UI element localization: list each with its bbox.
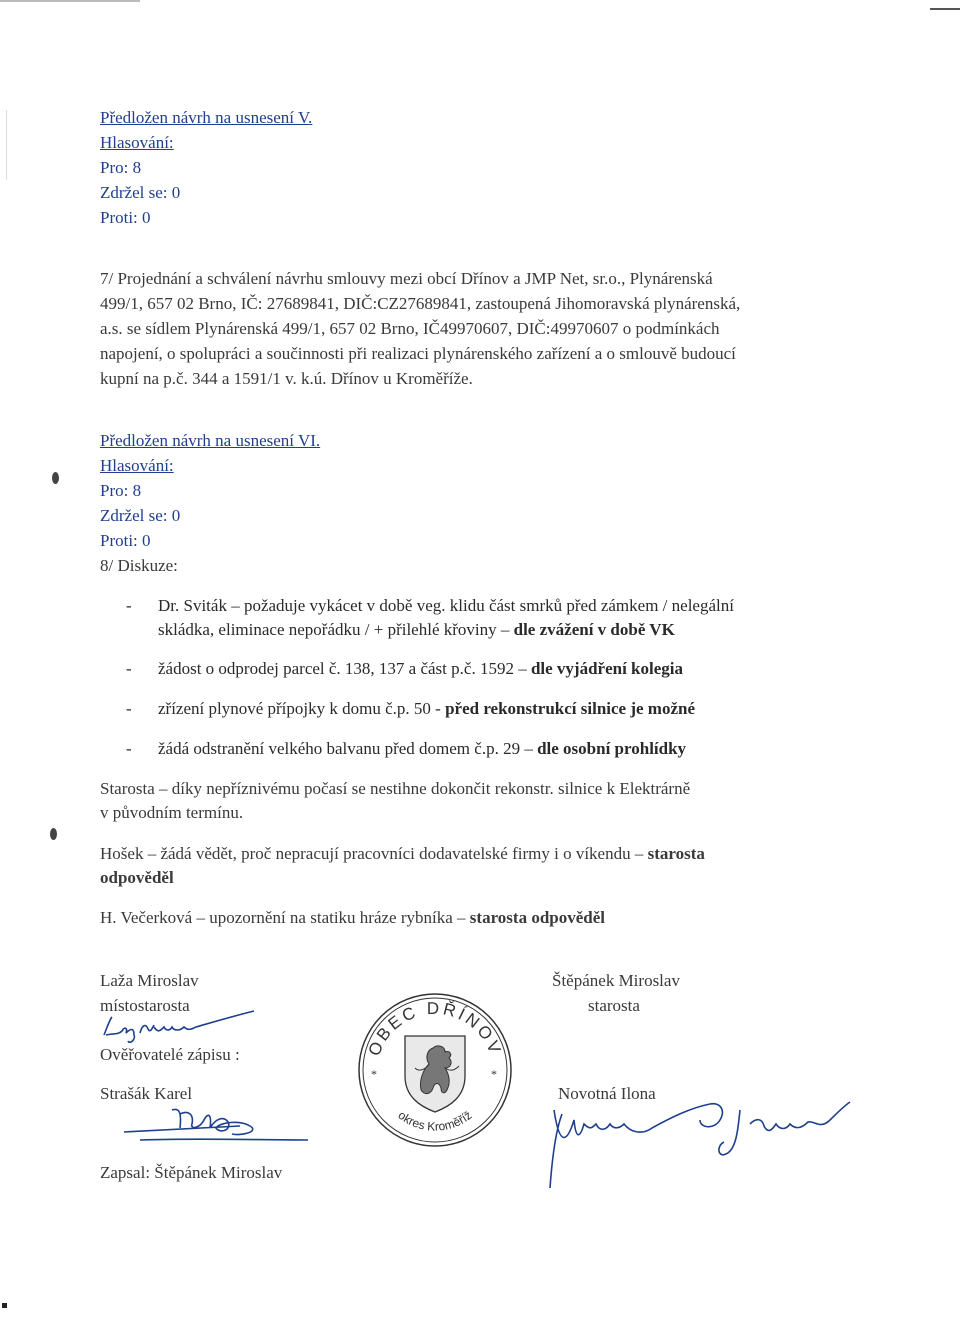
vote-vi-heading: Předložen návrh na usnesení VI.	[100, 431, 321, 450]
coat-of-arms-icon	[405, 1036, 465, 1112]
bullet-3-bold: před rekonstrukcí silnice je možné	[445, 699, 695, 718]
bullet-4-plain: žádá odstranění velkého balvanu před domem č.p. 29 –	[158, 739, 538, 758]
vote-vi-voting-label: Hlasování:	[100, 456, 174, 475]
vecerkova-plain: H. Večerková – upozornění na statiku hráze rybníka –	[100, 908, 470, 927]
bullet-2	[158, 659, 683, 679]
hosek-line1	[100, 844, 705, 864]
bullet-1-line2-bold: dle zvážení v době VK	[513, 620, 675, 639]
left-signer-role: místostarosta	[100, 996, 190, 1015]
item7-line1: 7/ Projednání a schválení návrhu smlouvy mezi obcí Dřínov a JMP Net, sr.o., Plynárenská	[100, 269, 713, 288]
stamp-star-left: *	[371, 1067, 377, 1081]
vote-v-against: Proti: 0	[100, 208, 151, 227]
bullet-dash: -	[126, 596, 132, 615]
verifiers-label: Ověřovatelé zápisu :	[100, 1045, 240, 1064]
scan-dot	[2, 1303, 7, 1308]
hosek-bold1: starosta	[647, 844, 705, 863]
vote-v-heading: Předložen návrh na usnesení V.	[100, 108, 313, 127]
vote-vi-against: Proti: 0	[100, 531, 151, 550]
bullet-1-line2-plain: skládka, eliminace nepořádku / + přilehlé křoviny –	[158, 620, 514, 639]
right-signer-role: starosta	[588, 996, 640, 1015]
recorder: Zapsal: Štěpánek Miroslav	[100, 1163, 283, 1182]
bullet-dash: -	[126, 699, 132, 718]
bullet-3-plain: zřízení plynové přípojky k domu č.p. 50 -	[158, 699, 446, 718]
bullet-4-bold: dle osobní prohlídky	[537, 739, 687, 758]
right-signer-name: Štěpánek Miroslav	[552, 971, 680, 990]
bullet-1-line1: Dr. Sviták – požaduje vykácet v době veg. klidu část smrků před zámkem / nelegální	[158, 596, 734, 615]
vecerkova-line	[100, 908, 605, 928]
item7-line4: napojení, o spolupráci a součinnosti při realizaci plynárenského zařízení a o smlouvě budoucí	[100, 344, 736, 363]
item7-line5: kupní na p.č. 344 a 1591/1 v. k.ú. Dřínov u Kroměříže.	[100, 369, 473, 388]
bullet-1-line2	[158, 620, 675, 640]
vote-v-pro: Pro: 8	[100, 158, 142, 177]
verifier-2-name: Novotná Ilona	[558, 1084, 656, 1103]
stamp-bottom-text: okres Kroměříž	[395, 1108, 475, 1134]
hosek-bold2: odpověděl	[100, 868, 174, 887]
item7-line2: 499/1, 657 02 Brno, IČ: 27689841, DIČ:CZ27689841, zastoupená Jihomoravská plynárenská,	[100, 294, 741, 313]
signature-strasak	[120, 1100, 310, 1150]
scan-dot	[50, 828, 57, 840]
discussion-heading: 8/ Diskuze:	[100, 556, 178, 575]
stamp-star-right: *	[491, 1067, 497, 1081]
bullet-dash: -	[126, 739, 132, 758]
left-signer-name: Laža Miroslav	[100, 971, 199, 990]
stamp-top-text: OBEC DŘÍNOV	[364, 998, 506, 1059]
signature-novotna	[540, 1090, 860, 1200]
starosta-line1: Starosta – díky nepříznivému počasí se nestihne dokončit rekonstr. silnice k Elektrárně	[100, 779, 691, 798]
bullet-2-plain: žádost o odprodej parcel č. 138, 137 a část p.č. 1592 –	[158, 659, 531, 678]
verifier-1-name: Strašák Karel	[100, 1084, 193, 1103]
vote-v-abstain: Zdržel se: 0	[100, 183, 181, 202]
signature-laza	[100, 1005, 260, 1050]
bullet-4	[158, 739, 686, 759]
municipal-stamp	[355, 990, 515, 1150]
hosek-plain: Hošek – žádá vědět, proč nepracují pracovníci dodavatelské firmy i o víkendu –	[100, 844, 648, 863]
scan-edge-left	[6, 110, 7, 180]
starosta-line2: v původním termínu.	[100, 803, 244, 822]
vote-vi-pro: Pro: 8	[100, 481, 142, 500]
scan-edge-top-right	[930, 8, 960, 10]
item7-line3: a.s. se sídlem Plynárenská 499/1, 657 02 Brno, IČ49970607, DIČ:49970607 o podmínkách	[100, 319, 720, 338]
vote-vi-abstain: Zdržel se: 0	[100, 506, 181, 525]
bullet-3	[158, 699, 695, 719]
vote-v-voting-label: Hlasování:	[100, 133, 174, 152]
scan-dot	[52, 472, 59, 484]
bullet-2-bold: dle vyjádření kolegia	[530, 659, 684, 678]
bullet-dash: -	[126, 659, 132, 678]
vecerkova-bold: starosta odpověděl	[469, 908, 606, 927]
scan-edge-top-left	[0, 0, 140, 2]
